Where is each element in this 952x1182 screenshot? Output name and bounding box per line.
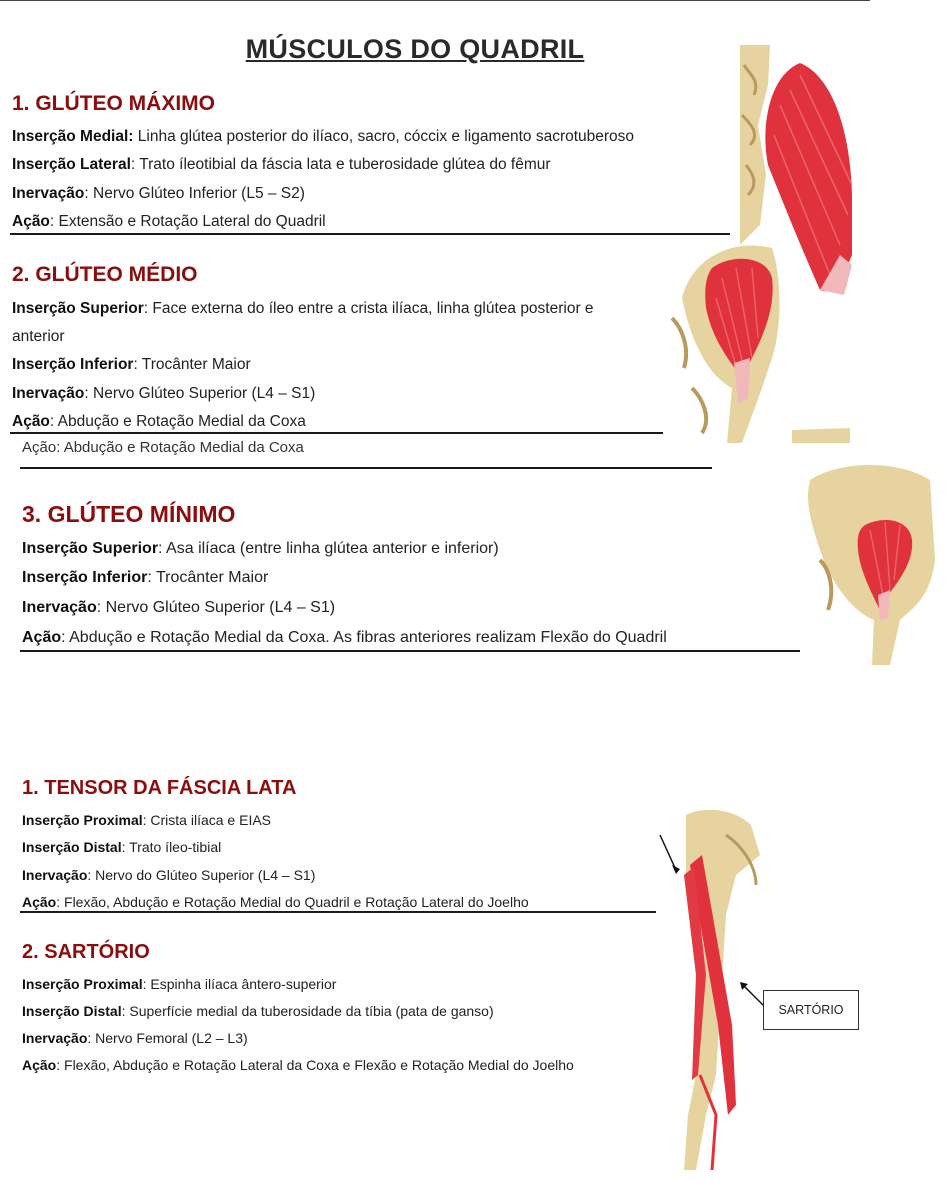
section-title: 3. GLÚTEO MÍNIMO: [22, 501, 236, 527]
gluteus-medius-illustration: [672, 238, 852, 443]
info-row: Ação: Abdução e Rotação Medial da Coxa. As fibras anteriores realizam Flexão do Quadril: [22, 629, 667, 646]
section-rule: [20, 650, 800, 652]
section-title: 2. SARTÓRIO: [22, 941, 150, 963]
section-rule: [10, 233, 730, 235]
info-row: Inserção Proximal: Espinha ilíaca ântero-superior: [22, 976, 337, 992]
section-rule: [10, 432, 663, 434]
thigh-muscles-illustration: [656, 775, 766, 1170]
info-row: Inervação: Nervo Glúteo Superior (L4 – S1): [12, 385, 316, 402]
info-row: Ação: Flexão, Abdução e Rotação Medial do Quadril e Rotação Lateral do Joelho: [22, 894, 529, 910]
info-row: Inserção Superior: Face externa do íleo entre a crista ilíaca, linha glútea posterior e: [12, 300, 594, 317]
info-row: Ação: Abdução e Rotação Medial da Coxa: [12, 413, 306, 430]
info-row: Inserção Inferior: Trocânter Maior: [22, 569, 269, 586]
cropped-text-line: Ação: Abdução e Rotação Medial da Coxa: [22, 439, 304, 456]
info-row: Inervação: Nervo Femoral (L2 – L3): [22, 1030, 248, 1046]
info-row: Inervação: Nervo do Glúteo Superior (L4 – S1): [22, 867, 316, 883]
info-row: Ação: Extensão e Rotação Lateral do Quadril: [12, 213, 326, 230]
section-rule: [20, 911, 656, 913]
top-rule: [0, 0, 870, 1]
info-row: Ação: Flexão, Abdução e Rotação Lateral da Coxa e Flexão e Rotação Medial do Joelho: [22, 1057, 574, 1073]
section-title: 1. TENSOR DA FÁSCIA LATA: [22, 777, 297, 799]
info-row: anterior: [12, 328, 65, 345]
info-row: Inserção Inferior: Trocânter Maior: [12, 356, 251, 373]
info-row: Inserção Medial: Linha glútea posterior do ilíaco, sacro, cóccix e ligamento sacrotuberoso: [12, 128, 635, 145]
info-row: Inserção Superior: Asa ilíaca (entre linha glútea anterior e inferior): [22, 540, 499, 557]
page-title: MÚSCULOS DO QUADRIL: [245, 34, 585, 65]
info-row: Inserção Distal: Superfície medial da tuberosidade da tíbia (pata de ganso): [22, 1003, 494, 1019]
info-row: Inserção Distal: Trato íleo-tibial: [22, 839, 222, 855]
section-title: 2. GLÚTEO MÉDIO: [12, 263, 198, 286]
sartorio-callout-label: SARTÓRIO: [763, 990, 859, 1030]
info-row: Inervação: Nervo Glúteo Superior (L4 – S1): [22, 599, 336, 616]
section-rule: [20, 467, 712, 469]
info-row: Inserção Proximal: Crista ilíaca e EIAS: [22, 812, 272, 828]
info-row: Inervação: Nervo Glúteo Inferior (L5 – S2): [12, 185, 305, 202]
gluteus-minimus-illustration: [790, 460, 940, 665]
section-title: 1. GLÚTEO MÁXIMO: [12, 92, 216, 115]
info-row: Inserção Lateral: Trato íleotibial da fáscia lata e tuberosidade glútea do fêmur: [12, 156, 551, 173]
